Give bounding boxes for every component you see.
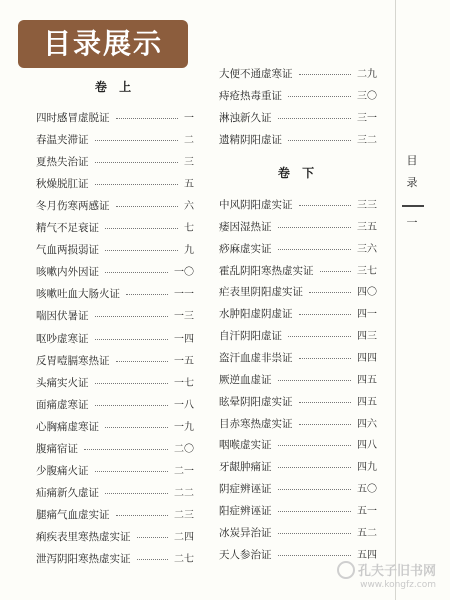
toc-entry-page: 一 <box>184 113 194 124</box>
toc-entry <box>219 197 377 214</box>
toc-entry-title: 疟表里阴阳虚实证 <box>219 286 303 299</box>
toc-entry <box>36 154 194 171</box>
toc-entry-page: 四九 <box>357 462 377 474</box>
toc-leader-dots <box>116 118 178 119</box>
toc-entry-page: 四六 <box>357 418 377 430</box>
toc-entry <box>219 328 377 345</box>
toc-entry-title: 天人参治证 <box>219 548 272 561</box>
toc-entry-title: 夏热失治证 <box>36 156 89 169</box>
toc-leader-dots <box>105 228 178 229</box>
toc-entry-page: 二三 <box>174 509 194 521</box>
toc-entry-title: 冰炭异治证 <box>219 526 272 539</box>
toc-leader-dots <box>299 358 351 359</box>
toc-entry-title: 淋浊新久证 <box>219 112 272 124</box>
toc-entry-page: 五二 <box>357 527 377 539</box>
toc-entry <box>219 88 377 105</box>
toc-entry <box>36 198 194 215</box>
toc-entry-page: 五四 <box>357 549 377 561</box>
toc-entry <box>219 416 377 433</box>
toc-entry-page: 七 <box>184 223 194 235</box>
toc-leader-dots <box>95 383 168 384</box>
toc-entry-page: 三三 <box>357 200 377 211</box>
toc-entry-page: 四五 <box>357 374 377 386</box>
toc-entry-title: 头痛实火证 <box>36 376 89 389</box>
toc-leader-dots <box>116 361 168 362</box>
toc-leader-dots <box>116 515 168 516</box>
toc-entry-title: 四时感冒虚脱证 <box>36 112 110 124</box>
toc-entry-page: 六 <box>184 201 194 213</box>
toc-entry-title: 痔疮热毒重证 <box>219 90 282 102</box>
toc-entry-page: 二七 <box>174 554 194 565</box>
toc-leader-dots <box>299 205 351 206</box>
toc-entry <box>36 331 194 348</box>
toc-leader-dots <box>105 427 168 428</box>
watermark-url: www.kongfz.com <box>360 580 436 590</box>
toc-leader-dots <box>320 271 351 272</box>
toc-entry-title: 自汗阴阳虚证 <box>219 330 282 343</box>
toc-entry-title: 目赤寒热虚实证 <box>219 417 293 430</box>
toc-leader-dots <box>278 249 351 250</box>
toc-entry-title: 泄泻阴阳寒热虚实证 <box>36 553 131 565</box>
toc-entry-page: 二〇 <box>174 443 194 455</box>
toc-entry-title: 盗汗血虚非祟证 <box>219 351 293 364</box>
volume-heading-lower: 卷 下 <box>277 166 319 180</box>
toc-entry-title: 中风阴阳虚实证 <box>219 199 293 211</box>
toc-entry <box>36 441 194 458</box>
toc-entry-page: 三二 <box>357 135 377 146</box>
toc-entry-title: 喘因伏暑证 <box>36 310 89 323</box>
toc-leader-dots <box>299 402 351 403</box>
toc-entry <box>219 525 377 542</box>
toc-entry <box>219 481 377 498</box>
toc-entry <box>36 110 194 127</box>
toc-entry-title: 冬月伤寒两感证 <box>36 200 110 213</box>
toc-entry-title: 面痛虚寒证 <box>36 398 89 411</box>
toc-entry <box>219 306 377 323</box>
toc-leader-dots <box>95 316 168 317</box>
page-banner <box>18 20 188 68</box>
toc-entry <box>36 397 194 414</box>
toc-leader-dots <box>105 493 168 494</box>
toc-entry-title: 心胸痛虚寒证 <box>36 420 99 433</box>
toc-entry-page: 一九 <box>174 421 194 433</box>
toc-leader-dots <box>278 445 351 446</box>
toc-entry-page: 一一 <box>174 289 194 301</box>
toc-entry-page: 一四 <box>174 333 194 345</box>
toc-entry <box>219 459 377 476</box>
toc-entry-page: 三五 <box>357 221 377 233</box>
running-header <box>404 150 420 194</box>
toc-entry-page: 五 <box>184 179 194 191</box>
toc-leader-dots <box>278 380 351 381</box>
toc-entry <box>219 219 377 236</box>
toc-entry-page: 三一 <box>357 113 377 124</box>
toc-entry <box>36 286 194 303</box>
toc-entry-page: 四五 <box>357 396 377 408</box>
toc-entry-title: 牙龈肿痛证 <box>219 461 272 474</box>
toc-entry-title: 水肿阳虚阴虚证 <box>219 308 293 321</box>
toc-entry-title: 精气不足衰证 <box>36 222 99 235</box>
toc-leader-dots <box>95 471 168 472</box>
toc-entry-page: 四三 <box>357 331 377 343</box>
toc-leader-dots <box>278 467 351 468</box>
toc-leader-dots <box>95 339 168 340</box>
toc-entry <box>36 242 194 259</box>
toc-leader-dots <box>299 74 351 75</box>
toc-entry-title: 痧麻虚实证 <box>219 242 272 255</box>
toc-entry-title: 眩晕阴阳虚实证 <box>219 395 293 408</box>
toc-entry <box>219 284 377 301</box>
toc-leader-dots <box>288 336 351 337</box>
toc-entry-page: 一八 <box>174 399 194 411</box>
toc-leader-dots <box>288 96 351 97</box>
toc-entry <box>219 241 377 258</box>
toc-leader-dots <box>137 559 168 560</box>
toc-entry <box>36 375 194 392</box>
toc-entry-page: 九 <box>184 245 194 257</box>
toc-entry <box>219 66 377 83</box>
toc-entry <box>219 110 377 127</box>
toc-entry <box>36 308 194 325</box>
toc-entry-title: 遗精阴阳虚证 <box>219 134 282 146</box>
toc-leader-dots <box>309 292 351 293</box>
toc-entry-page: 一五 <box>174 355 194 367</box>
toc-entry-page: 三〇 <box>357 91 377 102</box>
toc-entry-page: 三六 <box>357 243 377 255</box>
toc-entry <box>219 503 377 520</box>
toc-leader-dots <box>278 489 351 490</box>
toc-entry-title: 霍乱阴阳寒热虚实证 <box>219 264 314 277</box>
toc-entry-page: 四八 <box>357 440 377 452</box>
toc-entry-title: 咳嗽内外因证 <box>36 266 99 279</box>
page-number: 一 <box>406 216 418 229</box>
toc-entry-title: 咽喉虚实证 <box>219 439 272 452</box>
toc-leader-dots <box>95 405 168 406</box>
toc-entry-title: 春温夹滞证 <box>36 134 89 147</box>
toc-entry <box>36 176 194 193</box>
toc-leader-dots <box>84 449 168 450</box>
toc-entry <box>36 419 194 436</box>
toc-entry-page: 五〇 <box>357 484 377 496</box>
toc-entry-page: 三七 <box>357 265 377 277</box>
toc-entry-title: 痿因湿热证 <box>219 220 272 233</box>
toc-leader-dots <box>278 118 351 119</box>
toc-entry <box>36 220 194 237</box>
toc-entry <box>36 529 194 546</box>
banner-title: 目录展示 <box>42 27 163 60</box>
toc-entry-page: 四一 <box>357 309 377 321</box>
toc-entry-title: 厥逆血虚证 <box>219 373 272 386</box>
toc-entry-page: 一七 <box>174 377 194 389</box>
toc-entry-page: 二二 <box>174 487 194 499</box>
running-header-text: 目录 <box>406 154 418 189</box>
toc-leader-dots <box>105 250 178 251</box>
toc-entry <box>219 132 377 149</box>
margin-rule <box>395 0 396 600</box>
toc-leader-dots <box>278 533 351 534</box>
toc-entry <box>36 551 194 568</box>
toc-entry <box>219 372 377 389</box>
toc-entry <box>219 394 377 411</box>
toc-entry-title: 呕吵虚寒证 <box>36 332 89 345</box>
toc-entry-page: 三 <box>184 157 194 169</box>
toc-entry-page: 一〇 <box>174 267 194 279</box>
toc-entry-title: 腿痛气血虚实证 <box>36 508 110 521</box>
toc-leader-dots <box>278 511 351 512</box>
toc-entry-title: 大便不通虚寒证 <box>219 68 293 80</box>
toc-entry <box>219 437 377 454</box>
toc-leader-dots <box>95 162 178 163</box>
toc-entry-page: 二四 <box>174 531 194 543</box>
toc-entry-title: 少腹痛火证 <box>36 464 89 477</box>
toc-entry <box>36 264 194 281</box>
toc-entry-page: 四〇 <box>357 287 377 299</box>
toc-leader-dots <box>299 424 351 425</box>
toc-entry-title: 气血两损弱证 <box>36 244 99 257</box>
toc-leader-dots <box>95 184 178 185</box>
toc-leader-dots <box>288 140 351 141</box>
watermark-logo: 孔夫子旧书网 <box>357 563 436 579</box>
toc-leader-dots <box>137 537 168 538</box>
toc-entry <box>219 263 377 280</box>
toc-entry-title: 秋燥脱肛证 <box>36 178 89 191</box>
toc-entry <box>219 350 377 367</box>
toc-entry <box>36 507 194 524</box>
toc-entry-title: 阴症辨诬证 <box>219 483 272 496</box>
toc-entry-title: 咳嗽吐血大肠火证 <box>36 288 120 301</box>
toc-entry <box>36 132 194 149</box>
toc-leader-dots <box>126 294 168 295</box>
toc-leader-dots <box>278 227 351 228</box>
toc-leader-dots <box>95 140 178 141</box>
toc-entry-title: 痢疾表里寒热虚实证 <box>36 530 131 543</box>
toc-leader-dots <box>299 314 351 315</box>
toc-entry-title: 腹痛宿证 <box>36 442 78 455</box>
toc-entry-page: 四四 <box>357 352 377 364</box>
toc-entry-title: 阳症辨诬证 <box>219 504 272 517</box>
toc-entry-page: 二一 <box>174 465 194 477</box>
running-header-bar <box>402 205 424 207</box>
watermark-logo-icon <box>337 561 355 579</box>
volume-heading-upper: 卷 上 <box>94 80 136 94</box>
toc-leader-dots <box>116 206 178 207</box>
toc-entry <box>36 485 194 502</box>
toc-leader-dots <box>278 555 351 556</box>
watermark <box>337 560 436 591</box>
toc-entry-title: 疝痛新久虚证 <box>36 486 99 499</box>
toc-entry <box>36 353 194 370</box>
toc-entry <box>36 463 194 480</box>
toc-leader-dots <box>105 272 168 273</box>
toc-entry-page: 二九 <box>357 69 377 80</box>
toc-entry-title: 反胃噎膈寒热证 <box>36 354 110 367</box>
toc-entry-page: 一三 <box>174 311 194 323</box>
toc-entry-page: 二 <box>184 135 194 147</box>
toc-entry-page: 五一 <box>357 505 377 517</box>
